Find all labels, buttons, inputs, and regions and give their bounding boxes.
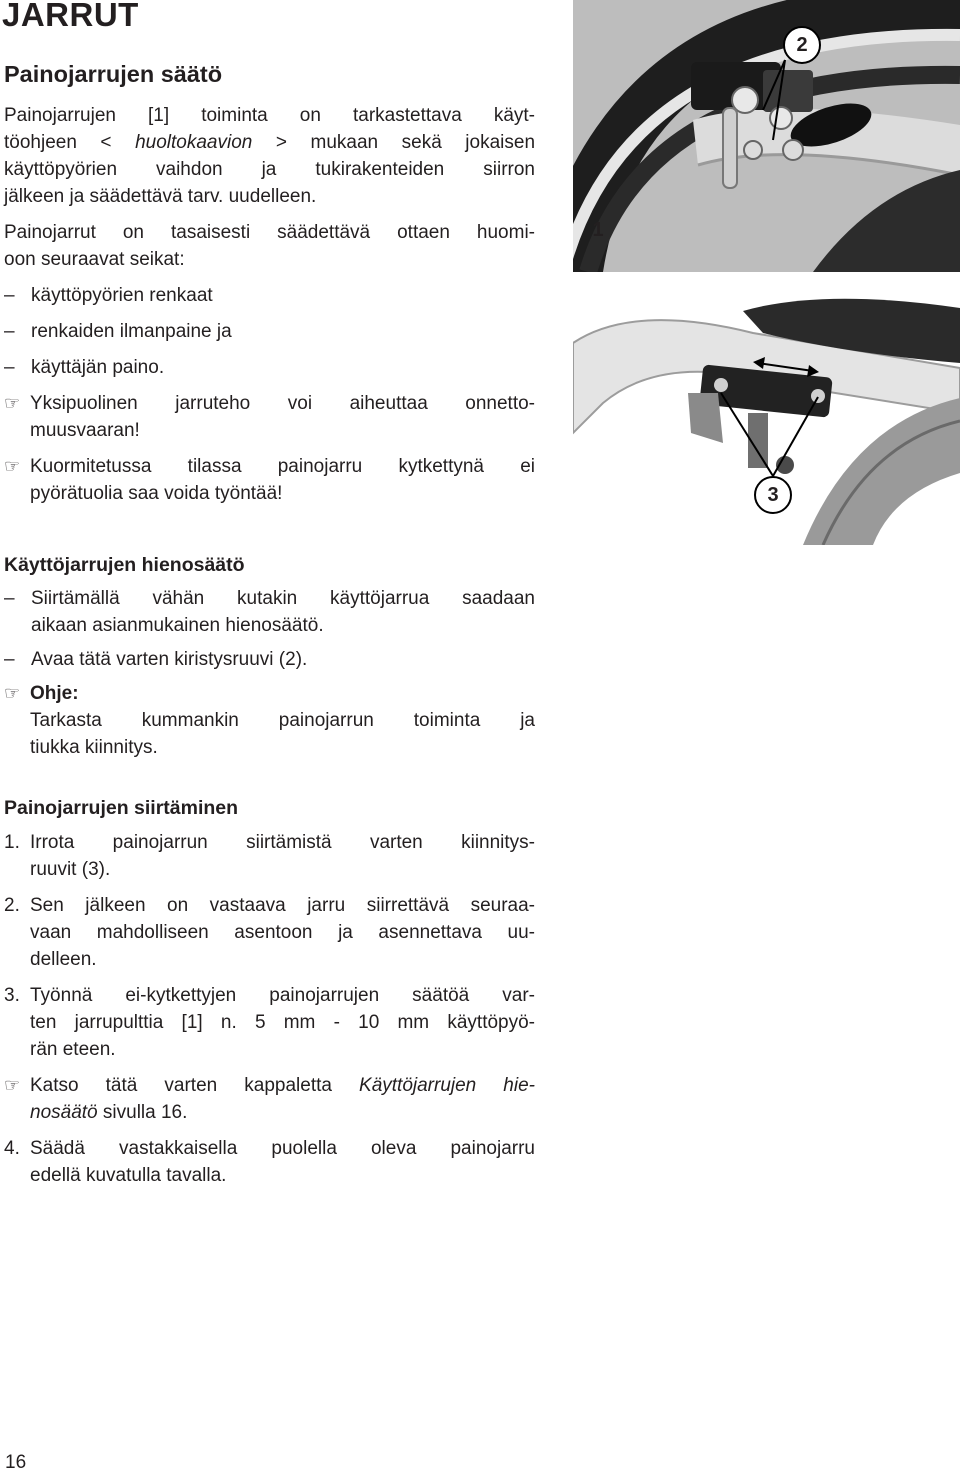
callout-3-label: 3 [767, 483, 779, 506]
text-line: aikaan asianmukainen hienosäätö. [31, 615, 324, 636]
text-line: Irrota painojarrun siirtämistä varten kiinnitys- [30, 832, 535, 853]
text-line: edellä kuvatulla tavalla. [30, 1165, 227, 1186]
numbered-step [4, 892, 535, 973]
text-line: käyttöpyörien vaihdon ja tukirakenteiden siirron [4, 159, 535, 180]
text-line: Painojarrujen [1] toiminta on tarkastettava käyt- [4, 105, 535, 126]
italic-ref-maintenance-plan: huoltokaavion [135, 132, 253, 153]
dash-bullet: – [4, 588, 15, 609]
text-line [30, 1072, 535, 1099]
text-span: sivulla 16. [97, 1102, 188, 1123]
note-instruction [4, 680, 535, 761]
text-line: jälkeen ja säädettävä tarv. uudelleen. [4, 186, 317, 207]
text-line [30, 1099, 535, 1126]
list-item [4, 318, 535, 345]
numbered-step [4, 1135, 535, 1189]
callout-1-label: 1 [592, 218, 604, 241]
list-item [4, 354, 535, 381]
text-line: ten jarrupulttia [1] n. 5 mm - 10 mm käyttöpyö- [30, 1012, 535, 1033]
text-line: Yksipuolinen jarruteho voi aiheuttaa onnetto- [30, 393, 535, 414]
callout-2-label: 2 [796, 33, 808, 56]
list-item-text: käyttäjän paino. [31, 357, 165, 378]
dash-bullet: – [4, 321, 15, 342]
section-heading-brake-relocation: Painojarrujen siirtäminen [4, 797, 239, 819]
text-line: vaan mahdolliseen asentoon ja asennettava uu- [30, 922, 535, 943]
italic-ref-fine-adjustment: nosäätö [30, 1102, 98, 1123]
list-item [4, 585, 535, 639]
text-span: > mukaan sekä jokaisen [275, 132, 536, 153]
section-heading-fine-adjustment: Käyttöjarrujen hienosäätö [4, 554, 245, 576]
text-line: Työnnä ei-kytkettyjen painojarrujen säätöä var- [30, 985, 535, 1006]
intro-paragraph [4, 102, 535, 210]
text-line: oon seuraavat seikat: [4, 249, 185, 270]
section-heading-brake-adjustment: Painojarrujen säätö [4, 61, 223, 87]
text-line: Siirtämällä vähän kutakin käyttöjarrua saadaan [31, 588, 535, 609]
section-fine-adjustment [4, 554, 535, 761]
brake-mechanism-photo [573, 0, 960, 272]
pointing-hand-icon: ☞ [4, 393, 21, 414]
step-number: 2. [4, 895, 20, 916]
dash-bullet: – [4, 649, 15, 670]
step-number: 1. [4, 832, 20, 853]
bullet-list [4, 282, 535, 381]
text-span: Katso tätä varten kappaletta [30, 1075, 360, 1096]
text-line: muusvaaran! [30, 420, 140, 441]
brake-mounting-photo [573, 293, 960, 545]
pointing-hand-icon: ☞ [4, 683, 21, 704]
text-line: tiukka kiinnitys. [30, 737, 158, 758]
text-span: töohjeen < [4, 132, 112, 153]
pointing-hand-icon: ☞ [4, 456, 21, 477]
brake-mechanism-illustration [573, 0, 960, 272]
numbered-step [4, 982, 535, 1063]
text-line: Tarkasta kummankin painojarrun toiminta ja [30, 710, 535, 731]
list-item-text: Avaa tätä varten kiristysruuvi (2). [31, 649, 308, 670]
list-item [4, 646, 535, 673]
list-item-text: käyttöpyörien renkaat [31, 285, 213, 306]
section-brake-adjustment [4, 61, 535, 507]
text-line: Kuormitetussa tilassa painojarru kytkettynä ei [30, 456, 535, 477]
page-number: 16 [5, 1452, 27, 1473]
step-number: 3. [4, 985, 20, 1006]
note-label: Ohje: [30, 683, 79, 704]
numbered-step [4, 829, 535, 883]
list-item [4, 282, 535, 309]
note-warning-1 [4, 390, 535, 444]
text-line: delleen. [30, 949, 97, 970]
pointing-hand-icon: ☞ [4, 1075, 21, 1096]
note-see-also [4, 1072, 535, 1126]
list-item-text: renkaiden ilmanpaine ja [31, 321, 232, 342]
text-line [4, 129, 535, 156]
italic-ref-fine-adjustment: Käyttöjarrujen hie- [359, 1075, 535, 1096]
step-number: 4. [4, 1138, 20, 1159]
text-line: Sen jälkeen on vastaava jarru siirrettävä seuraa- [30, 895, 535, 916]
text-line: Painojarrut on tasaisesti säädettävä ottaen huomi- [4, 222, 535, 243]
paragraph-considerations [4, 219, 535, 273]
dash-bullet: – [4, 357, 15, 378]
text-line: ruuvit (3). [30, 859, 111, 880]
dash-bullet: – [4, 285, 15, 306]
note-warning-2 [4, 453, 535, 507]
text-line: pyörätuolia saa voida työntää! [30, 483, 283, 504]
page-title: JARRUT [2, 0, 139, 33]
text-line: Säädä vastakkaisella puolella oleva painojarru [30, 1138, 535, 1159]
section-brake-relocation [4, 797, 535, 1189]
text-line: rän eteen. [30, 1039, 116, 1060]
